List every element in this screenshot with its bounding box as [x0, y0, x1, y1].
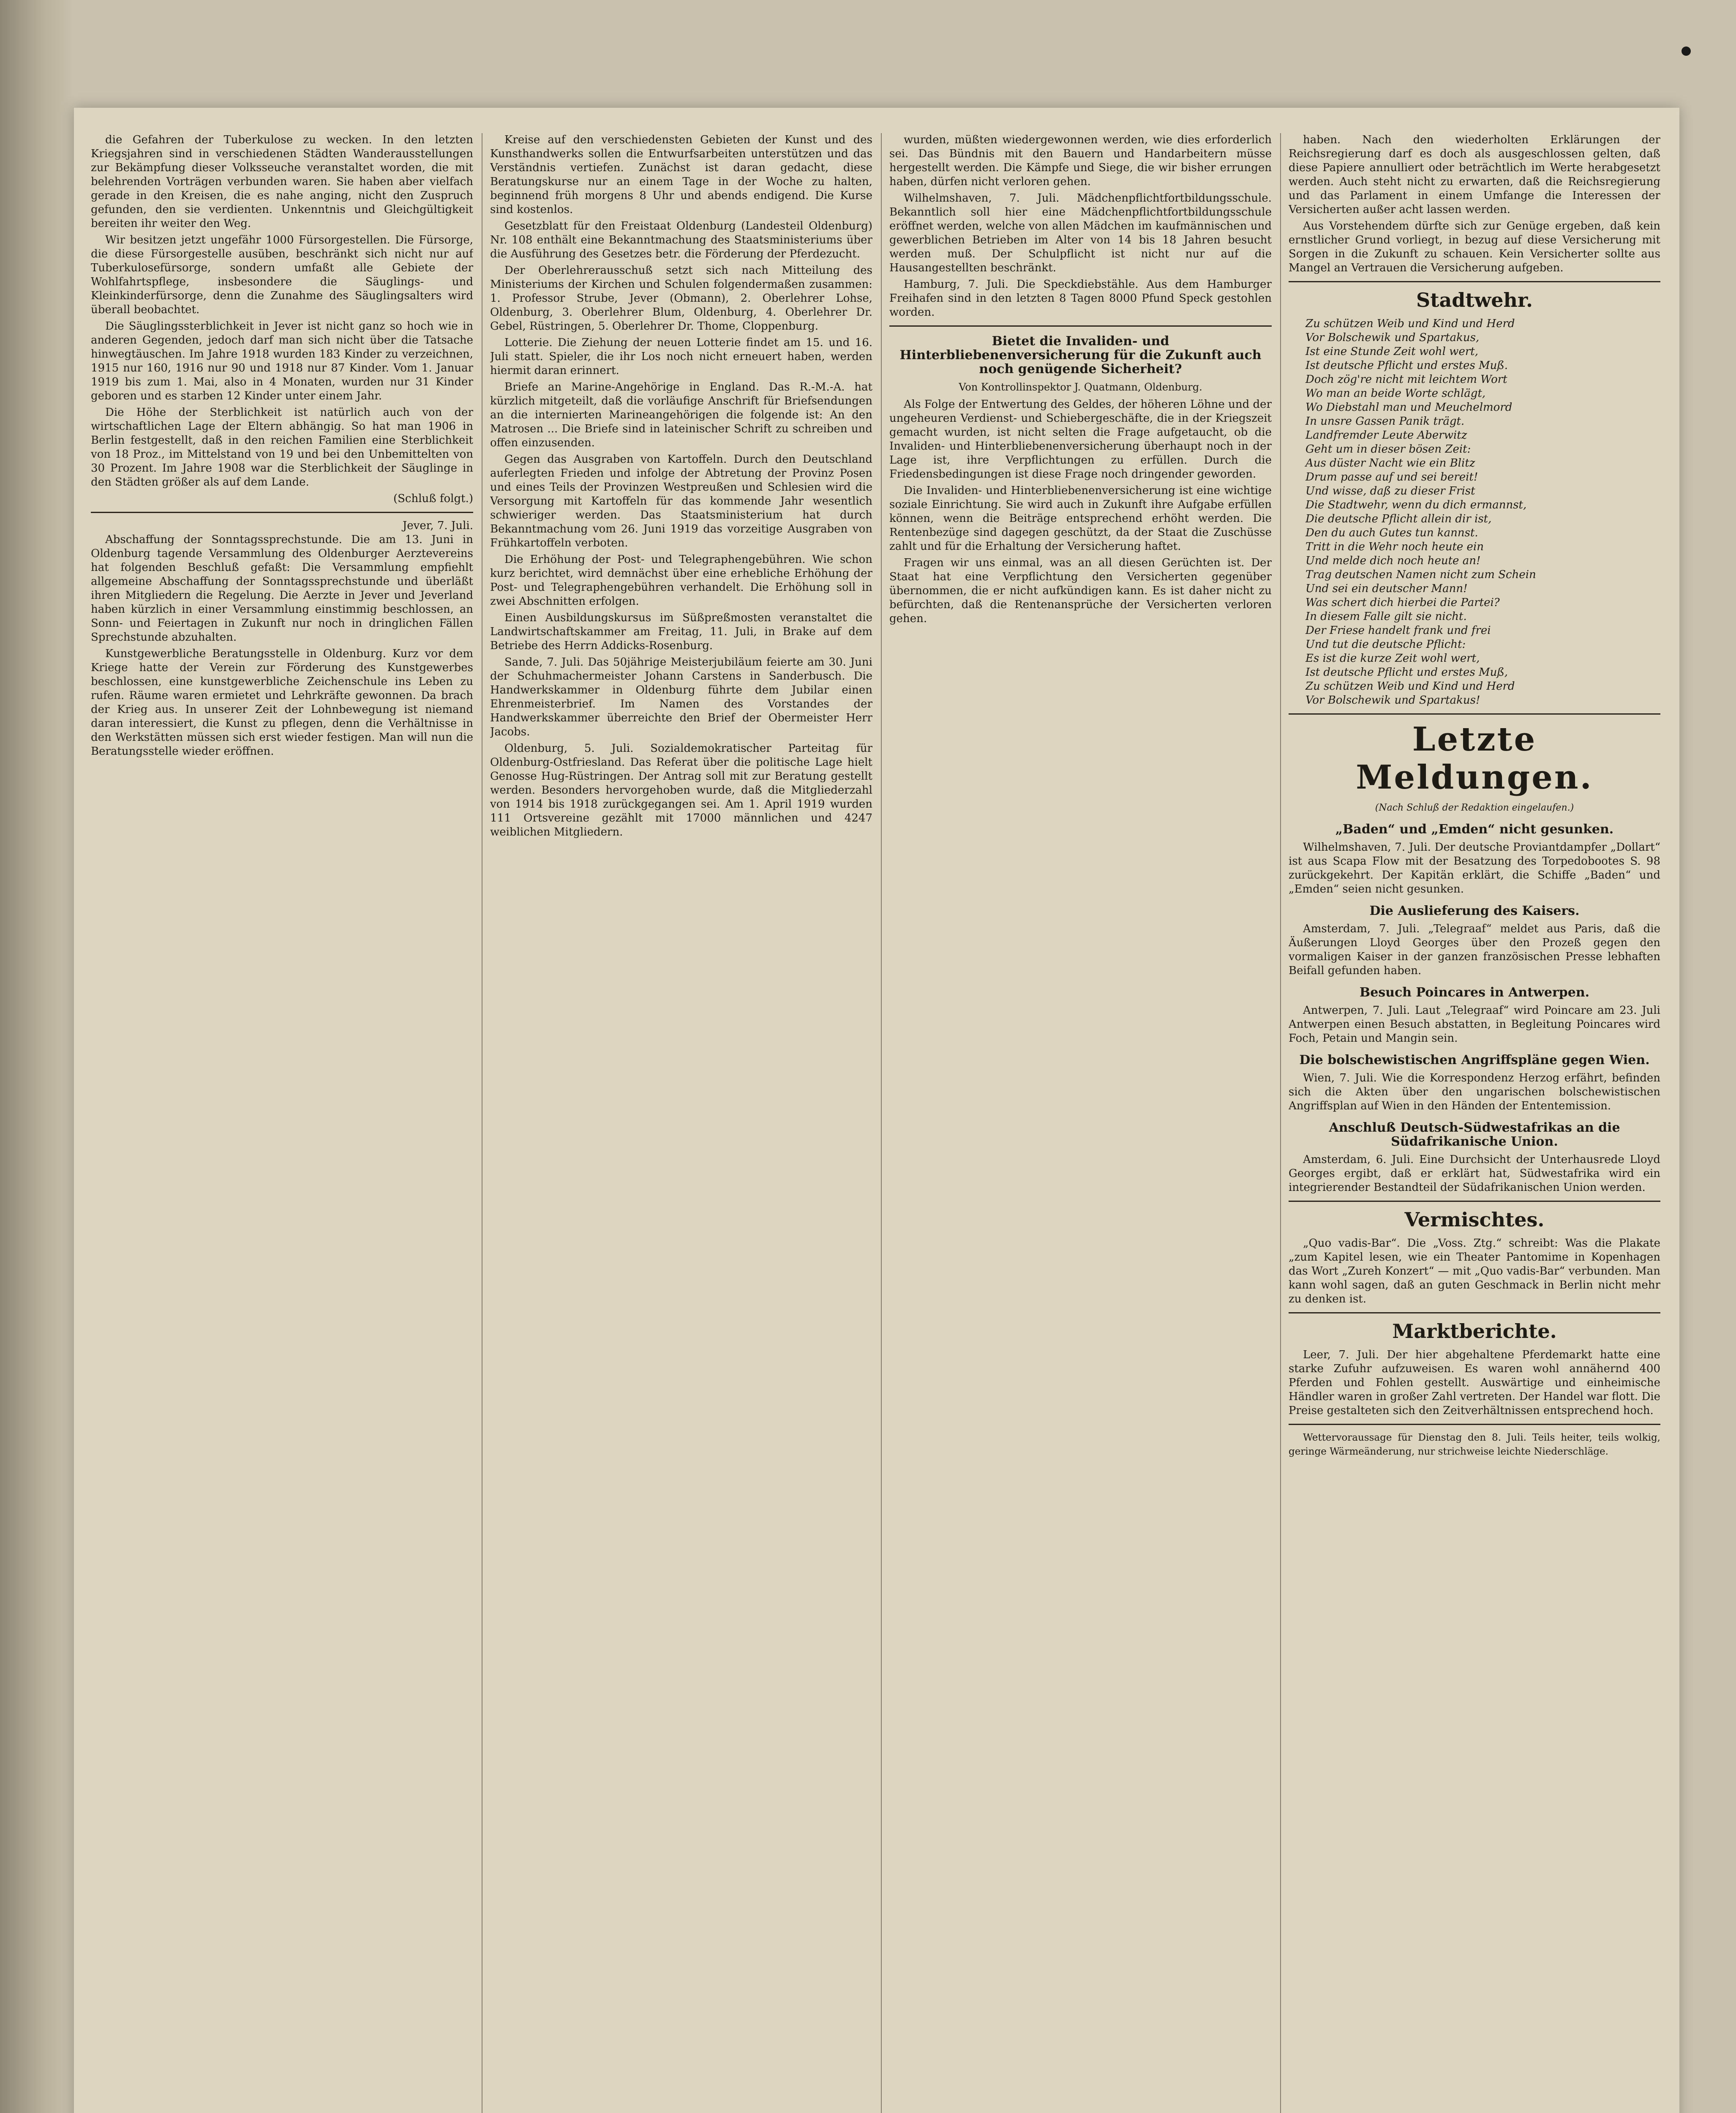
section-subtitle: (Nach Schluß der Redaktion eingelaufen.) — [1375, 803, 1574, 813]
column-rule — [1280, 133, 1281, 2113]
section-title-misc: Vermischtes. — [1404, 1208, 1545, 1231]
poem-line: Aus düster Nacht wie ein Blitz — [1305, 457, 1475, 470]
divider — [1289, 713, 1660, 715]
paragraph: Hamburg, 7. Juli. Die Speckdiebstähle. Aus dem Hamburger Freihafen sind in den letzten 8 Tagen 8000 Pfund Speck gestohlen worden. — [889, 278, 1272, 319]
divider — [889, 325, 1272, 327]
divider — [1289, 1424, 1660, 1425]
poem-line: Die Stadtwehr, wenn du dich ermannst, — [1305, 499, 1527, 511]
poem-line: Und melde dich noch heute an! — [1305, 554, 1481, 567]
news-item: Amsterdam, 6. Juli. Eine Durchsicht der Unterhausrede Lloyd Georges ergibt, daß er erklärt hat, Südwestafrika wird ein integrierender Bestandteil der Südafrikanischen Union werden. — [1289, 1153, 1660, 1194]
article-byline: Von Kontrollinspektor J. Quatmann, Oldenburg. — [959, 381, 1202, 393]
divider — [1289, 1201, 1660, 1202]
poem-line: Es ist die kurze Zeit wohl wert, — [1305, 652, 1480, 665]
news-headline: Besuch Poincares in Antwerpen. — [1359, 985, 1590, 1000]
poem-line: Wo man an beide Worte schlägt, — [1305, 387, 1486, 400]
poem-line: In diesem Falle gilt sie nicht. — [1305, 610, 1467, 623]
poem-stanza — [1305, 484, 1660, 540]
paragraph: Die Erhöhung der Post- und Telegraphengebühren. Wie schon kurz berichtet, wird demnächst über eine erhebliche Erhöhung der Post- und Telegraphengebühren verhandelt. Die Erhöhung soll in zwei Abschnitten erfolgen. — [490, 553, 872, 608]
paragraph: „Quo vadis-Bar“. Die „Voss. Ztg.“ schreibt: Was die Plakate „zum Kapitel lesen, wie ein Theater Pantomime in Kopenhagen das Wort „Zureh Konzert“ — mit „Quo vadis-Bar“ verbunden. Man kann wohl sagen, daß an guten Geschmack in Berlin nicht mehr zu denken ist. — [1289, 1237, 1660, 1305]
paragraph: Einen Ausbildungskursus im Süßpreßmosten veranstaltet die Landwirtschaftskammer am Freitag, 11. Juli, in Brake auf dem Betriebe des Herrn Addicks-Rosenburg. — [490, 612, 872, 652]
newspaper-page — [74, 108, 1679, 2113]
column-4 — [1289, 133, 1660, 2113]
paragraph: Gesetzblatt für den Freistaat Oldenburg (Landesteil Oldenburg) Nr. 108 enthält eine Bekanntmachung des Staatsministeriums über die Ausführung des Gesetzes betr. die Förderung der Pferdezucht. — [490, 220, 872, 260]
news-headline: „Baden“ und „Emden“ nicht gesunken. — [1335, 822, 1614, 837]
paragraph: Wilhelmshaven, 7. Juli. Mädchenpflichtfortbildungsschule. Bekanntlich soll hier eine Mädchenpflichtfortbildungsschule eröffnet werden, welche von allen Mädchen im kaufmännischen und gewerblichen Betrieben im Alter von 14 bis 18 Jahren besucht werden muß. Der Schulpflicht ist nicht nur auf die Hausangestellten beschränkt. — [889, 192, 1272, 274]
column-rule — [881, 133, 882, 2113]
paragraph: haben. Nach den wiederholten Erklärungen der Reichsregierung darf es doch als ausgeschlossen gelten, daß diese Papiere annulliert oder beträchtlich im Werte herabgesetzt werden. Auch steht nicht zu erwarten, daß die Reichsregierung und das Parlament in einem Umfange die Interessen der Versicherten außer acht lassen werden. — [1289, 134, 1660, 216]
poem-line: Den du auch Gutes tun kannst. — [1305, 527, 1478, 539]
page-dot — [1681, 46, 1691, 56]
poem-line: Und wisse, daß zu dieser Frist — [1305, 485, 1475, 497]
section-title-market: Marktberichte. — [1392, 1320, 1557, 1343]
poem-line: Geht um in dieser bösen Zeit: — [1305, 443, 1471, 456]
weather-forecast: Wettervoraussage für Dienstag den 8. Juli. Teils heiter, teils wolkig, geringe Wärmeänderung, nur strichweise leichte Niederschläge. — [1289, 1432, 1660, 1457]
poem-line: Zu schützen Weib und Kind und Herd — [1305, 680, 1515, 693]
poem-line: Drum passe auf und sei bereit! — [1305, 471, 1478, 483]
news-headline: Die Auslieferung des Kaisers. — [1369, 904, 1580, 918]
divider — [1289, 281, 1660, 282]
poem-line: Ist eine Stunde Zeit wohl wert, — [1305, 345, 1478, 358]
poem-stanza — [1305, 429, 1660, 484]
paragraph: Gegen das Ausgraben von Kartoffeln. Durch den Deutschland auferlegten Frieden und infolge der Abtretung der Provinz Posen und eines Teils der Provinzen Westpreußen und Schlesien wird die Versorgung mit Kartoffeln für das kommende Jahr wesentlich schwieriger werden. Das Staatsministerium hat durch Bekanntmachung vom 26. Juni 1919 das vorzeitige Ausgraben von Frühkartoffeln verboten. — [490, 453, 872, 549]
news-item: Amsterdam, 7. Juli. „Telegraaf“ meldet aus Paris, daß die Äußerungen Lloyd Georges über den Prozeß gegen den vormaligen Kaiser in der ganzen französischen Presse lebhaften Beifall gefunden haben. — [1289, 923, 1660, 977]
column-1 — [91, 133, 473, 2113]
paragraph: Leer, 7. Juli. Der hier abgehaltene Pferdemarkt hatte eine starke Zufuhr aufzuweisen. Es waren wohl annähernd 400 Pferden und Fohlen gestellt. Auswärtige und einheimische Händler waren in großer Zahl vertreten. Der Handel war flott. Die Preise gestalteten sich den Zeitverhältnissen entsprechend hoch. — [1289, 1349, 1660, 1417]
poem-line: Die deutsche Pflicht allein dir ist, — [1305, 513, 1492, 525]
poem-line: Der Friese handelt frank und frei — [1305, 624, 1491, 637]
column-3 — [889, 133, 1272, 2113]
poem-stanza — [1305, 540, 1660, 596]
poem-line: Was schert dich hierbei die Partei? — [1305, 596, 1500, 609]
paragraph: Aus Vorstehendem dürfte sich zur Genüge ergeben, daß kein ernstlicher Grund vorliegt, in bezug auf diese Versicherung mit Sorgen in die Zukunft zu schauen. Kein Versicherter sollte aus Mangel an Vertrauen die Versicherung aufgeben. — [1289, 220, 1660, 274]
paragraph: Die Höhe der Sterblichkeit ist natürlich auch von der wirtschaftlichen Lage der Eltern abhängig. So hat man 1906 in Berlin festgestellt, daß in den reichen Familien eine Sterblichkeit von 18 Proz., im Mittelstand von 19 und bei den Unbemittelten von 30 Prozent. Im Jahre 1908 war die Sterblichkeit der Säuglinge in den Städten größer als auf dem Lande. — [91, 406, 473, 489]
poem — [1289, 317, 1660, 707]
poem-line: Ist deutsche Pflicht und erstes Muß. — [1305, 359, 1508, 372]
poem-line: Und sei ein deutscher Mann! — [1305, 582, 1468, 595]
paragraph: Lotterie. Die Ziehung der neuen Lotterie findet am 15. und 16. Juli statt. Spieler, die ihr Los noch nicht erneuert haben, werden hiermit daran erinnert. — [490, 336, 872, 377]
paragraph: Wir besitzen jetzt ungefähr 1000 Fürsorgestellen. Die Fürsorge, die diese Fürsorgestelle ausüben, beschränkt sich nicht nur auf Tuberkulosefürsorge, sondern umfaßt alle Gebiete der Wohlfahrtspflege, insbesondere die Säuglings- und Kleinkinderfürsorge, denn die Zunahme des Säuglingsalters wird überall beobachtet. — [91, 234, 473, 316]
poem-line: Zu schützen Weib und Kind und Herd — [1305, 317, 1515, 330]
poem-line: Und tut die deutsche Pflicht: — [1305, 638, 1466, 651]
paragraph: wurden, müßten wiedergewonnen werden, wie dies erforderlich sei. Das Bündnis mit den Bauern und Handarbeitern müsse hergestellt werden. Die Kämpfe und Siege, die wir bisher errungen haben, dürfen nicht verloren gehen. — [889, 134, 1272, 188]
paragraph: Briefe an Marine-Angehörige in England. Das R.-M.-A. hat kürzlich mitgeteilt, daß die vorläufige Anschrift für Briefsendungen an die internierten Marineangehörigen die folgende ist: An den Matrosen ... Die Briefe sind in lateinischer Schrift zu schreiben und offen einzusenden. — [490, 381, 872, 449]
section-title-latest-news: Letzte Meldungen. — [1356, 720, 1593, 797]
poem-line: Ist deutsche Pflicht und erstes Muß, — [1305, 666, 1508, 679]
paragraph: Kunstgewerbliche Beratungsstelle in Oldenburg. Kurz vor dem Kriege hatte der Verein zur Förderung des Kunstgewerbes beschlossen, eine kunstgewerbliche Zeichenschule ins Leben zu rufen. Räume waren ermietet und Lehrkräfte gewonnen. Da brach der Krieg aus. In unserer Zeit der Lohnbewegung ist niemand daran interessiert, die Kunst zu pflegen, denn die Verhältnisse in den Werkstätten müssen sich erst wieder festigen. Man will nun die Beratungsstelle wieder eröffnen. — [91, 647, 473, 758]
paragraph: Fragen wir uns einmal, was an all diesen Gerüchten ist. Der Staat hat eine Verpflichtung den Versicherten gegenüber übernommen, die er nicht aufkündigen kann. Es ist daher nicht zu befürchten, daß die Rentenansprüche der Versicherten verloren gehen. — [889, 557, 1272, 625]
paragraph: die Gefahren der Tuberkulose zu wecken. In den letzten Kriegsjahren sind in verschiedenen Städten Wanderausstellungen zur Bekämpfung dieser Volksseuche veranstaltet worden, die mit belehrenden Vorträgen verbunden waren. Sie haben aber vielfach gerade in den Kreisen, die es nahe anging, nicht den Zuspruch gefunden, den sie verdienten. Unkenntnis und Gleichgültigkeit bereiten ihr weiter den Weg. — [91, 134, 473, 230]
article-headline: Bietet die Invaliden- und Hinterbliebenenversicherung für die Zukunft auch noch genügende Sicherheit? — [899, 334, 1262, 377]
paragraph: Oldenburg, 5. Juli. Sozialdemokratischer Parteitag für Oldenburg-Ostfriesland. Das Referat über die politische Lage hielt Genosse Hug-Rüstringen. Der Antrag soll mit zur Beratung gestellt werden. Besonders hervorgehoben wurde, daß die Mitgliederzahl von 1914 bis 1918 zurückgegangen sei. Am 1. April 1919 wurden 111 Ortsvereine gezählt mit 17000 männlichen und 4247 weiblichen Mitgliedern. — [490, 742, 872, 838]
continued-note: (Schluß folgt.) — [393, 492, 473, 505]
paragraph: Die Invaliden- und Hinterbliebenenversicherung ist eine wichtige soziale Einrichtung. Sie wird auch in Zukunft ihre Aufgabe erfüllen können, wenn die Beiträge entsprechend erhöht werden. Die Rentenbezüge sind dagegen geschützt, da der Staat die Zuschüsse zahlt und für die Erhaltung der Versicherung haftet. — [889, 484, 1272, 553]
poem-line: Landfremder Leute Aberwitz — [1305, 429, 1467, 442]
paragraph: Die Säuglingssterblichkeit in Jever ist nicht ganz so hoch wie in anderen Gegenden, jedoch darf man sich nicht über die Tatsache hinwegtäuschen. Im Jahre 1918 wurden 183 Kinder zu verzeichnen, 1915 nur 160, 1916 nur 90 und 1918 nur 87 Kinder. Vom 1. Januar 1919 bis zum 1. Mai, also in 4 Monaten, wurden nur 31 Kinder geboren und es starben 12 Kinder unter einem Jahr. — [91, 320, 473, 402]
news-headline: Die bolschewistischen Angriffspläne gegen Wien. — [1299, 1053, 1650, 1067]
poem-line: Wo Diebstahl man und Meuchelmord — [1305, 401, 1513, 414]
divider — [91, 512, 473, 513]
poem-line: Doch zög're nicht mit leichtem Wort — [1305, 373, 1507, 386]
poem-title: Stadtwehr. — [1416, 289, 1533, 311]
poem-line: In unsre Gassen Panik trägt. — [1305, 415, 1465, 428]
poem-stanza — [1305, 373, 1660, 429]
poem-line: Vor Bolschewik und Spartakus! — [1305, 694, 1480, 707]
paragraph: Der Oberlehrerausschuß setzt sich nach Mitteilung des Ministeriums der Kirchen und Schulen folgendermaßen zusammen: 1. Professor Strube, Jever (Obmann), 2. Oberlehrer Lohse, Oldenburg, 3. Oberlehrer Blum, Oldenburg, 4. Oberlehrer Dr. Gebel, Rüstringen, 5. Oberlehrer Dr. Thome, Cloppenburg. — [490, 264, 872, 333]
paragraph: Sande, 7. Juli. Das 50jährige Meisterjubiläum feierte am 30. Juni der Schuhmachermeister Johann Carstens in Sanderbusch. Die Handwerkskammer in Oldenburg führte dem Jubilar einen Ehrenmeisterbrief. Im Namen des Vorstandes der Handwerkskammer überreichte den Brief der Obermeister Herr Jacobs. — [490, 656, 872, 738]
poem-line: Vor Bolschewik und Spartakus, — [1305, 331, 1480, 344]
poem-stanza — [1305, 652, 1660, 707]
paragraph: Als Folge der Entwertung des Geldes, der höheren Löhne und der ungeheuren Verdienst- und Schiebergeschäfte, die in der Kriegszeit gemacht wurden, ist nicht selten die Frage aufgetaucht, ob die Invaliden- und Hinterbliebenenversicherung überhaupt noch in der Lage ist, ihre Verpflichtungen zu erfüllen. Durch die Friedensbedingungen ist diese Frage noch dringender geworden. — [889, 398, 1272, 480]
poem-stanza — [1305, 317, 1660, 373]
news-item: Wien, 7. Juli. Wie die Korrespondenz Herzog erfährt, befinden sich die Akten über den ungarischen bolschewistischen Angriffsplan auf Wien in den Händen der Ententemission. — [1289, 1072, 1660, 1112]
poem-stanza — [1305, 596, 1660, 652]
divider — [1289, 1312, 1660, 1313]
paragraph: Abschaffung der Sonntagssprechstunde. Die am 13. Juni in Oldenburg tagende Versammlung des Oldenburger Aerztevereins hat folgenden Beschluß gefaßt: Die Versammlung empfiehlt allgemeine Abschaffung der Sonntagssprechstunde und überläßt ihren Mitgliedern die Regelung. Die Aerzte in Jever und Jeverland haben kürzlich in einer Versammlung einstimmig beschlossen, an Sonn- und Feiertagen in Zukunft nur noch in dringlichen Fällen Sprechstunde abzuhalten. — [91, 533, 473, 644]
poem-line: Trag deutschen Namen nicht zum Schein — [1305, 568, 1536, 581]
dateline: Jever, 7. Juli. — [402, 519, 473, 532]
news-item: Antwerpen, 7. Juli. Laut „Telegraaf“ wird Poincare am 23. Juli Antwerpen einen Besuch abstatten, in Begleitung Poincares wird Foch, Petain und Mangin sein. — [1289, 1004, 1660, 1045]
paragraph: Kreise auf den verschiedensten Gebieten der Kunst und des Kunsthandwerks sollen die Entwurfsarbeiten unterstützen und das Verständnis vertiefen. Zunächst ist daran gedacht, diese Beratungskurse nur an einem Tage in der Woche zu halten, beginnend früh morgens 8 Uhr und abends endigend. Die Kurse sind kostenlos. — [490, 134, 872, 216]
poem-line: Tritt in die Wehr noch heute ein — [1305, 541, 1484, 553]
news-item: Wilhelmshaven, 7. Juli. Der deutsche Proviantdampfer „Dollart“ ist aus Scapa Flow mit der Besatzung des Torpedobootes S. 98 zurückgekehrt. Der Kapitän erklärt, die Schiffe „Baden“ und „Emden“ seien nicht gesunken. — [1289, 841, 1660, 895]
column-2 — [490, 133, 872, 2113]
news-headline: Anschluß Deutsch-Südwestafrikas an die Südafrikanische Union. — [1329, 1120, 1620, 1149]
book-binding — [0, 0, 74, 2113]
